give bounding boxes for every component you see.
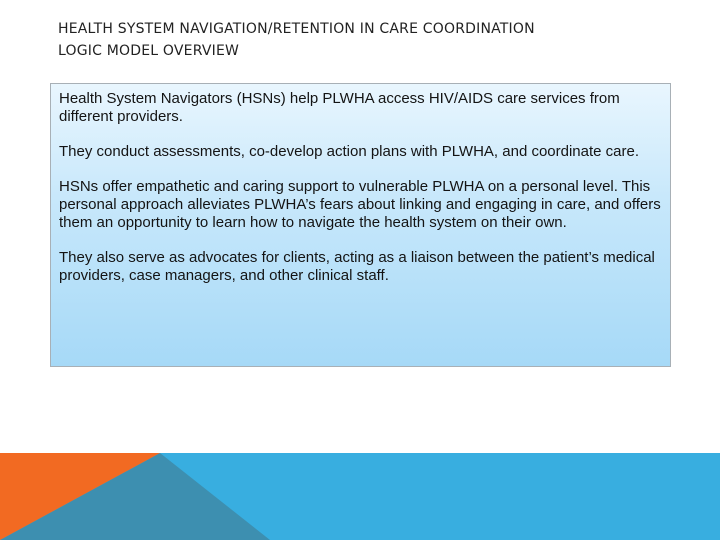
paragraph-support: HSNs offer empathetic and caring support to vulnerable PLWHA on a personal level. This personal approach alleviates PLWHA’s fears about linking and engaging in care, and offers them an opportunity to learn how to navigate the health system on their own. <box>59 178 661 231</box>
slide-title-line-2: LOGIC MODEL OVERVIEW <box>58 43 240 59</box>
content-text-box <box>50 83 671 367</box>
footer-decoration <box>0 453 720 540</box>
slide-title-line-1: HEALTH SYSTEM NAVIGATION/RETENTION IN CARE COORDINATION <box>58 21 535 37</box>
paragraph-hsn-intro: Health System Navigators (HSNs) help PLWHA access HIV/AIDS care services from different providers. <box>59 90 620 125</box>
paragraph-assessments: They conduct assessments, co-develop action plans with PLWHA, and coordinate care. <box>59 143 640 160</box>
paragraph-advocates: They also serve as advocates for clients, acting as a liaison between the patient’s medical providers, case managers, and other clinical staff. <box>59 249 655 284</box>
slide-title <box>58 18 678 62</box>
